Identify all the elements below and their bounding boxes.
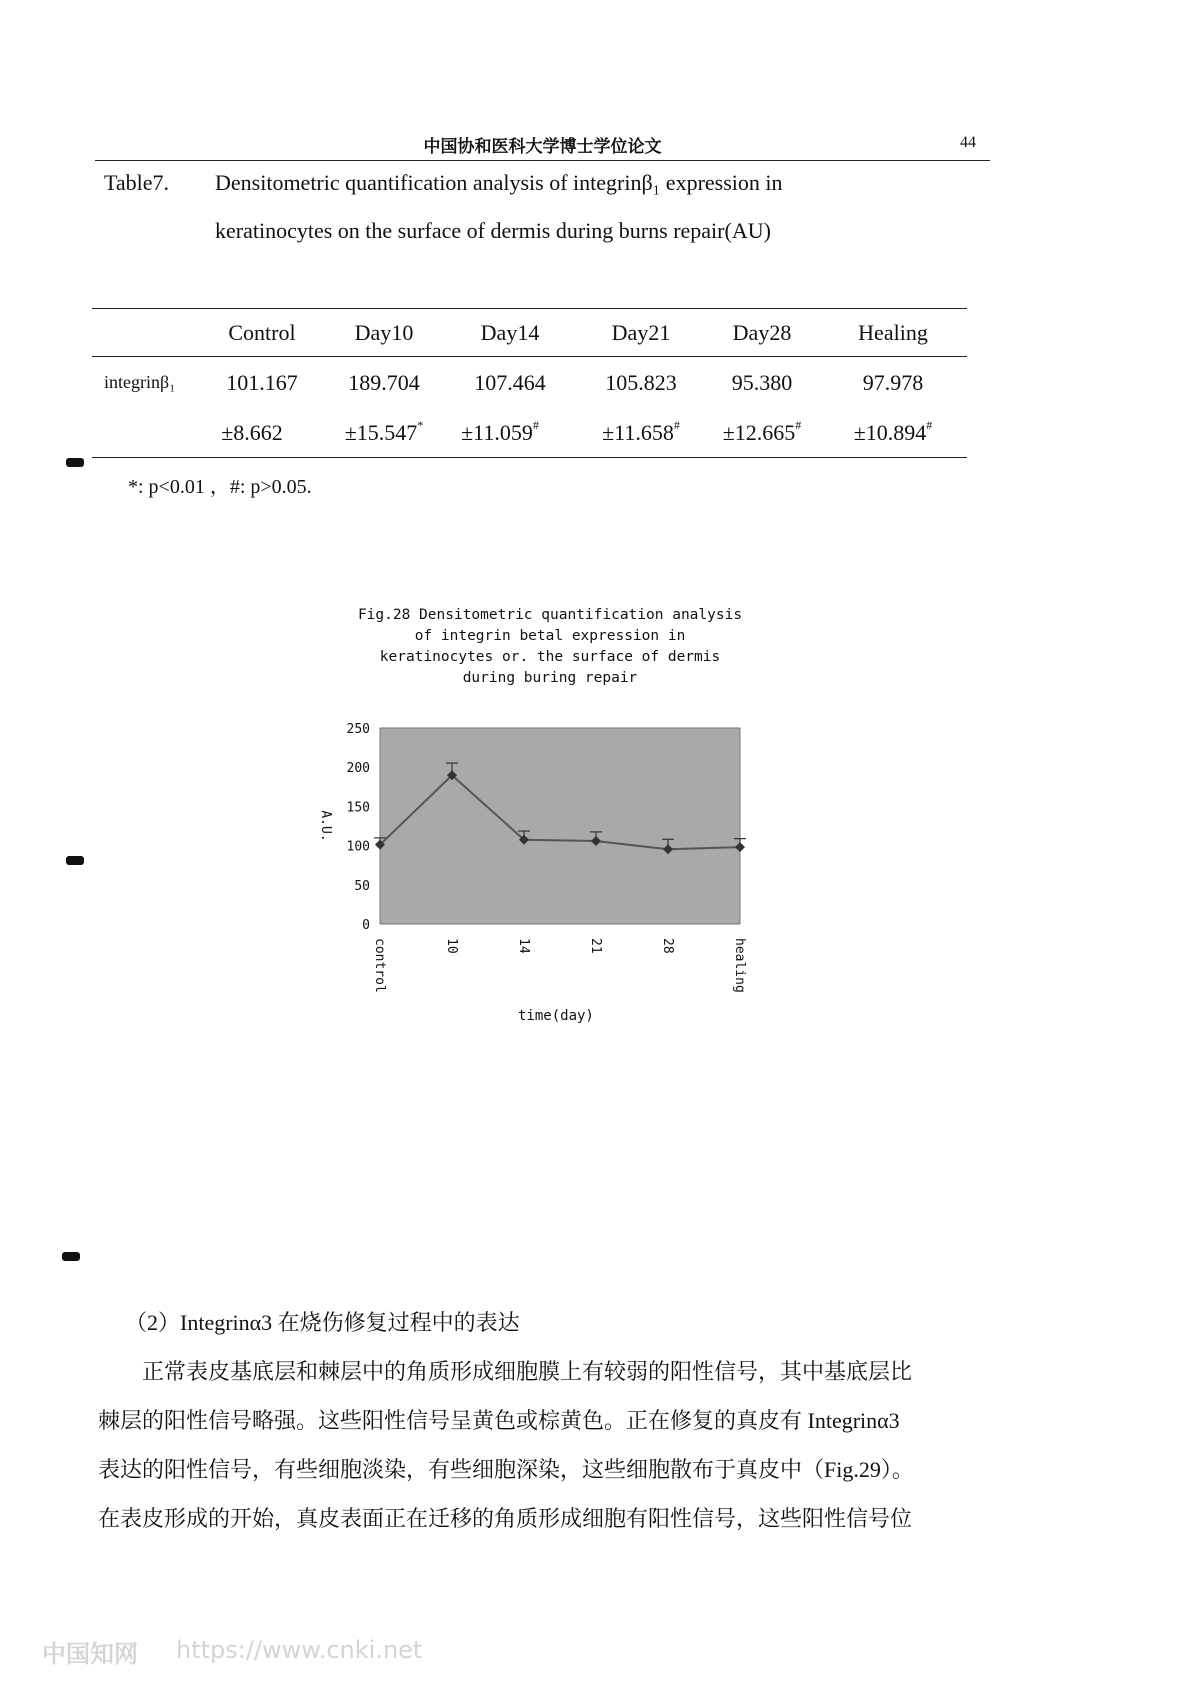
significance-mark: # bbox=[673, 418, 680, 432]
x-tick-label: control bbox=[372, 938, 387, 993]
running-header bbox=[95, 132, 990, 161]
figure-title-line: keratinocytes or. the surface of dermis bbox=[379, 649, 721, 665]
figure-title-line: Fig.28 Densitometric quantification analysis bbox=[357, 607, 743, 623]
column-header: Control bbox=[228, 320, 296, 345]
y-tick-label: 50 bbox=[354, 878, 370, 894]
figure-title-line: during buring repair bbox=[462, 670, 638, 686]
column-header: Day14 bbox=[480, 320, 540, 345]
scan-mark bbox=[66, 856, 84, 865]
mean-cell: 101.167 bbox=[226, 370, 298, 395]
column-header: Day10 bbox=[354, 320, 414, 345]
mean-cell: 107.464 bbox=[474, 370, 546, 395]
table-caption-line-1: Densitometric quantification analysis of integrinβ₁ expression in bbox=[215, 170, 783, 195]
x-tick-label: 10 bbox=[444, 938, 459, 954]
y-tick-label: 150 bbox=[346, 800, 370, 816]
paragraph-line: 正常表皮基底层和棘层中的角质形成细胞膜上有较弱的阳性信号，其中基底层比 bbox=[98, 1359, 913, 1384]
table-top-rule bbox=[92, 308, 967, 309]
error-cell: ±15.547* bbox=[344, 418, 424, 445]
error-cell: ±10.894# bbox=[853, 418, 933, 445]
error-cell: ±8.662 bbox=[221, 420, 283, 445]
page-number: 44 bbox=[960, 134, 976, 151]
column-header: Healing bbox=[858, 320, 928, 345]
x-axis-label: time(day) bbox=[518, 1008, 594, 1024]
error-cell: ±11.059# bbox=[461, 418, 539, 445]
column-header: Day21 bbox=[611, 320, 671, 345]
scan-mark bbox=[62, 1252, 80, 1261]
significance-mark: # bbox=[532, 418, 539, 432]
header-title: 中国协和医科大学博士学位论文 bbox=[423, 137, 662, 156]
watermark-url: https://www.cnki.net bbox=[176, 1636, 423, 1664]
table-header-rule bbox=[92, 356, 967, 357]
paragraph-line: 棘层的阳性信号略强。这些阳性信号呈黄色或棕黄色。正在修复的真皮有 Integrinα3 bbox=[98, 1408, 900, 1433]
x-tick-label: 21 bbox=[588, 938, 603, 954]
significance-mark: # bbox=[926, 418, 933, 432]
table-label: Table7. bbox=[104, 170, 170, 195]
x-tick-label: healing bbox=[732, 938, 747, 993]
table-bottom-rule bbox=[92, 457, 967, 458]
y-tick-label: 0 bbox=[362, 918, 370, 933]
plot-area bbox=[380, 728, 740, 924]
error-cell: ±12.665# bbox=[722, 418, 802, 445]
mean-cell: 189.704 bbox=[348, 370, 420, 395]
figure-title-line: of integrin betal expression in bbox=[414, 628, 686, 644]
x-tick-label: 14 bbox=[516, 938, 531, 954]
row-label: integrinβ₁ bbox=[104, 372, 176, 392]
table-footnote: *: p<0.01 ，#: p>0.05. bbox=[128, 476, 312, 498]
y-axis-label: A.U. bbox=[318, 810, 333, 842]
mean-cell: 95.380 bbox=[731, 370, 793, 395]
column-header: Day28 bbox=[732, 320, 792, 345]
significance-mark: # bbox=[795, 418, 802, 432]
mean-cell: 97.978 bbox=[862, 370, 924, 395]
line-chart bbox=[300, 718, 760, 1008]
x-tick-label: 28 bbox=[660, 938, 675, 954]
error-cell: ±11.658# bbox=[602, 418, 680, 445]
paragraph-line: 在表皮形成的开始，真皮表面正在迁移的角质形成细胞有阳性信号，这些阳性信号位 bbox=[98, 1506, 913, 1531]
watermark-logo: 中国知网 bbox=[42, 1640, 138, 1668]
table-caption-line-2: keratinocytes on the surface of dermis during burns repair(AU) bbox=[215, 218, 771, 243]
y-tick-label: 250 bbox=[346, 722, 370, 737]
scan-mark bbox=[66, 458, 84, 467]
mean-cell: 105.823 bbox=[605, 370, 677, 395]
paragraph-line: 表达的阳性信号，有些细胞淡染，有些细胞深染，这些细胞散布于真皮中（Fig.29）。 bbox=[98, 1457, 914, 1482]
section-heading: （2）Integrinα3 在烧伤修复过程中的表达 bbox=[125, 1310, 520, 1335]
significance-mark: * bbox=[417, 418, 424, 432]
y-tick-label: 200 bbox=[346, 761, 370, 777]
y-tick-label: 100 bbox=[346, 839, 370, 855]
